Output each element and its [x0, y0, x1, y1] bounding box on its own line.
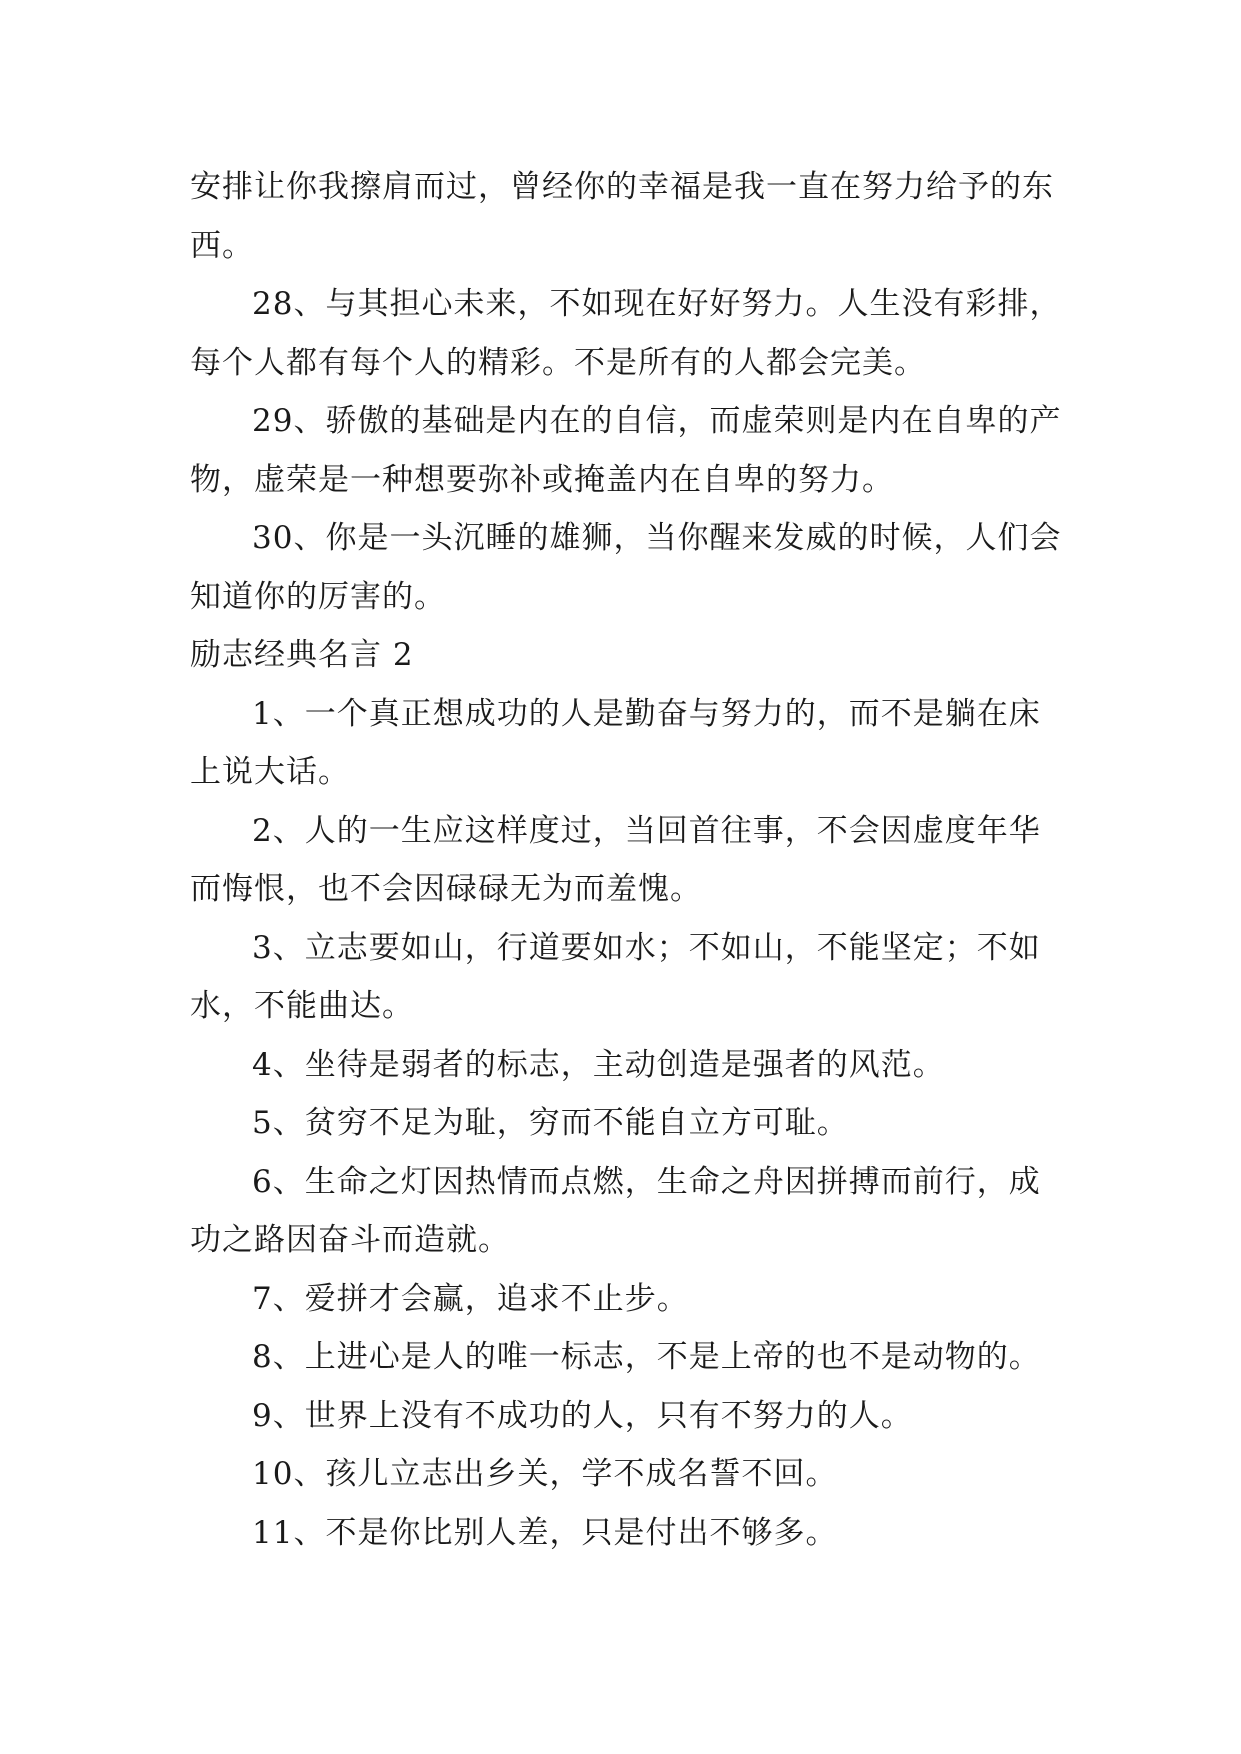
quote-item-9: 9、世界上没有不成功的人，只有不努力的人。 [252, 1397, 913, 1434]
document-body [190, 158, 1070, 1562]
quote-item-6: 6、生命之灯因热情而点燃，生命之舟因拼搏而前行，成功之路因奋斗而造就。 [190, 1163, 1041, 1258]
quote-item-8: 8、上进心是人的唯一标志，不是上帝的也不是动物的。 [252, 1339, 1041, 1375]
quote-item-10: 10、孩儿立志出乡关，学不成名誓不回。 [252, 1456, 838, 1492]
paragraph-continuation: 安排让你我擦肩而过，曾经你的幸福是我一直在努力给予的东西。 [190, 169, 1054, 264]
quote-item-30: 30、你是一头沉睡的雄狮，当你醒来发威的时候，人们会知道你的厉害的。 [190, 520, 1062, 615]
quote-item-4: 4、坐待是弱者的标志，主动创造是强者的风范。 [252, 1046, 945, 1083]
quote-item-29: 29、骄傲的基础是内在的自信，而虚荣则是内在自卑的产物，虚荣是一种想要弥补或掩盖内在自卑的努力。 [190, 403, 1062, 498]
quote-item-2: 2、人的一生应这样度过，当回首往事，不会因虚度年华而悔恨，也不会因碌碌无为而羞愧。 [190, 812, 1041, 907]
quote-item-11: 11、不是你比别人差，只是付出不够多。 [252, 1514, 838, 1551]
section-heading: 励志经典名言 2 [190, 637, 414, 673]
quote-item-7: 7、爱拼才会赢，追求不止步。 [252, 1280, 689, 1317]
quote-item-5: 5、贫穷不足为耻，穷而不能自立方可耻。 [252, 1105, 849, 1141]
quote-item-3: 3、立志要如山，行道要如水；不如山，不能坚定；不如水，不能曲达。 [190, 929, 1041, 1024]
quote-item-28: 28、与其担心未来，不如现在好好努力。人生没有彩排，每个人都有每个人的精彩。不是所有的人都会完美。 [190, 286, 1062, 381]
quote-item-1: 1、一个真正想成功的人是勤奋与努力的，而不是躺在床上说大话。 [190, 695, 1041, 790]
